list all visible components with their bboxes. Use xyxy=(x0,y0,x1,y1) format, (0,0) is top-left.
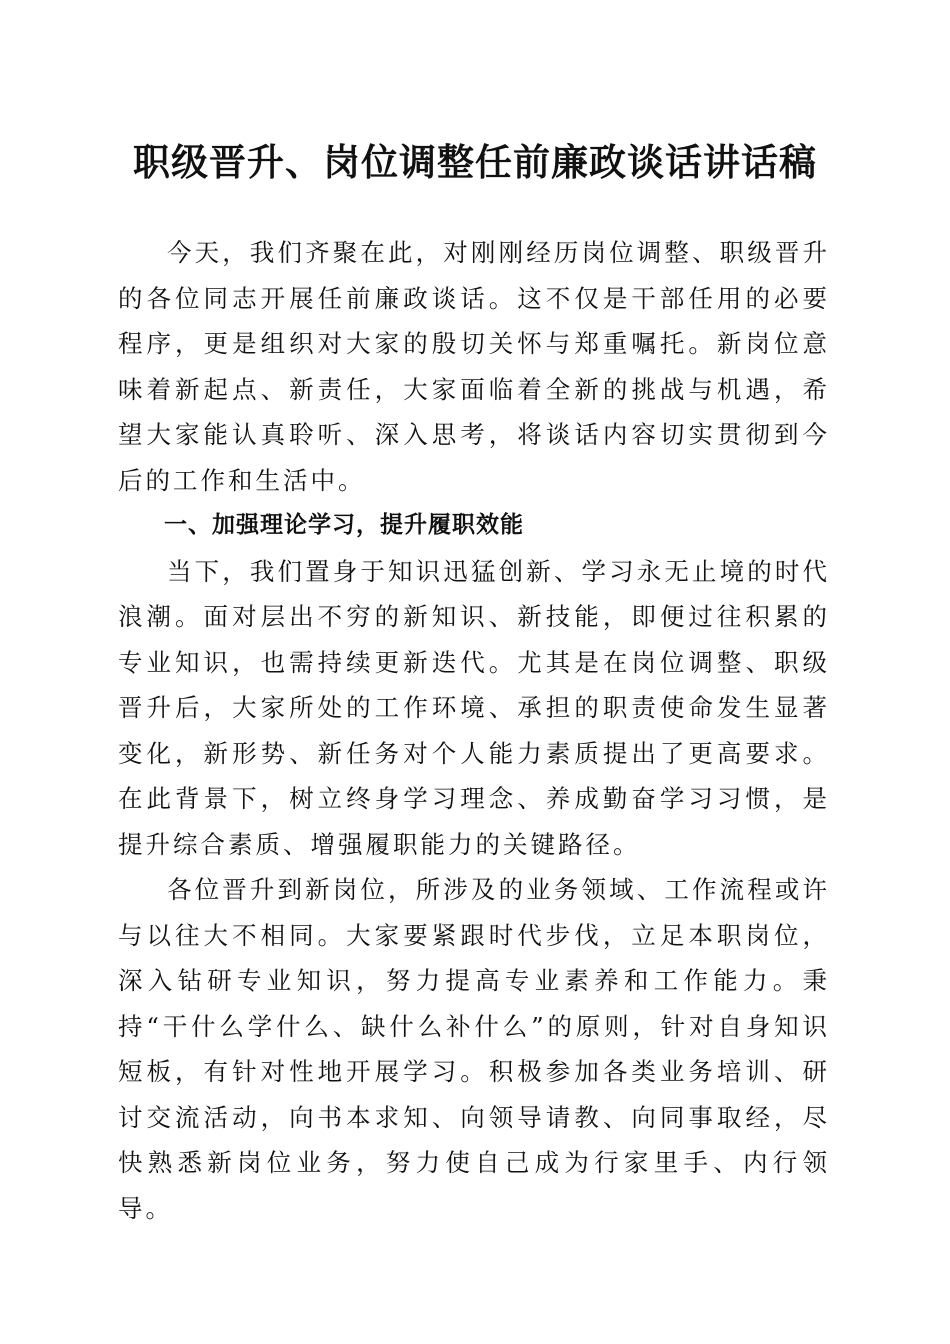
document-title: 职级晋升、岗位调整任前廉政谈话讲话稿 xyxy=(133,140,817,184)
section-heading: 一、加强理论学习，提升履职效能 xyxy=(164,512,524,538)
document-body xyxy=(118,230,830,1231)
body-paragraph-1: 当下，我们置身于知识迅猛创新、学习永无止境的时代浪潮。面对层出不穷的新知识、新技能，即便过往积累的专业知识，也需持续更新迭代。尤其是在岗位调整、职级晋升后，大家所处的工作环境、承担的职责使命发生显著变化，新形势、新任务对个人能力素质提出了更高要求。在此背景下，树立终身学习理念、养成勤奋学习习惯，是提升综合素质、增强履职能力的关键路径。 xyxy=(118,556,830,859)
intro-paragraph: 今天，我们齐聚在此，对刚刚经历岗位调整、职级晋升的各位同志开展任前廉政谈话。这不仅是干部任用的必要程序，更是组织对大家的殷切关怀与郑重嘱托。新岗位意味着新起点、新责任，大家面临着全新的挑战与机遇，希望大家能认真聆听、深入思考，将谈话内容切实贯彻到今后的工作和生活中。 xyxy=(118,238,830,495)
body-paragraph-2: 各位晋升到新岗位，所涉及的业务领域、工作流程或许与以往大不相同。大家要紧跟时代步伐，立足本职岗位，深入钻研专业知识，努力提高专业素养和工作能力。秉持“干什么学什么、缺什么补什么”的原则，针对自身知识短板，有针对性地开展学习。积极参加各类业务培训、研讨交流活动，向书本求知、向领导请教、向同事取经，尽快熟悉新岗位业务，努力使自己成为行家里手、内行领导。 xyxy=(118,875,830,1223)
